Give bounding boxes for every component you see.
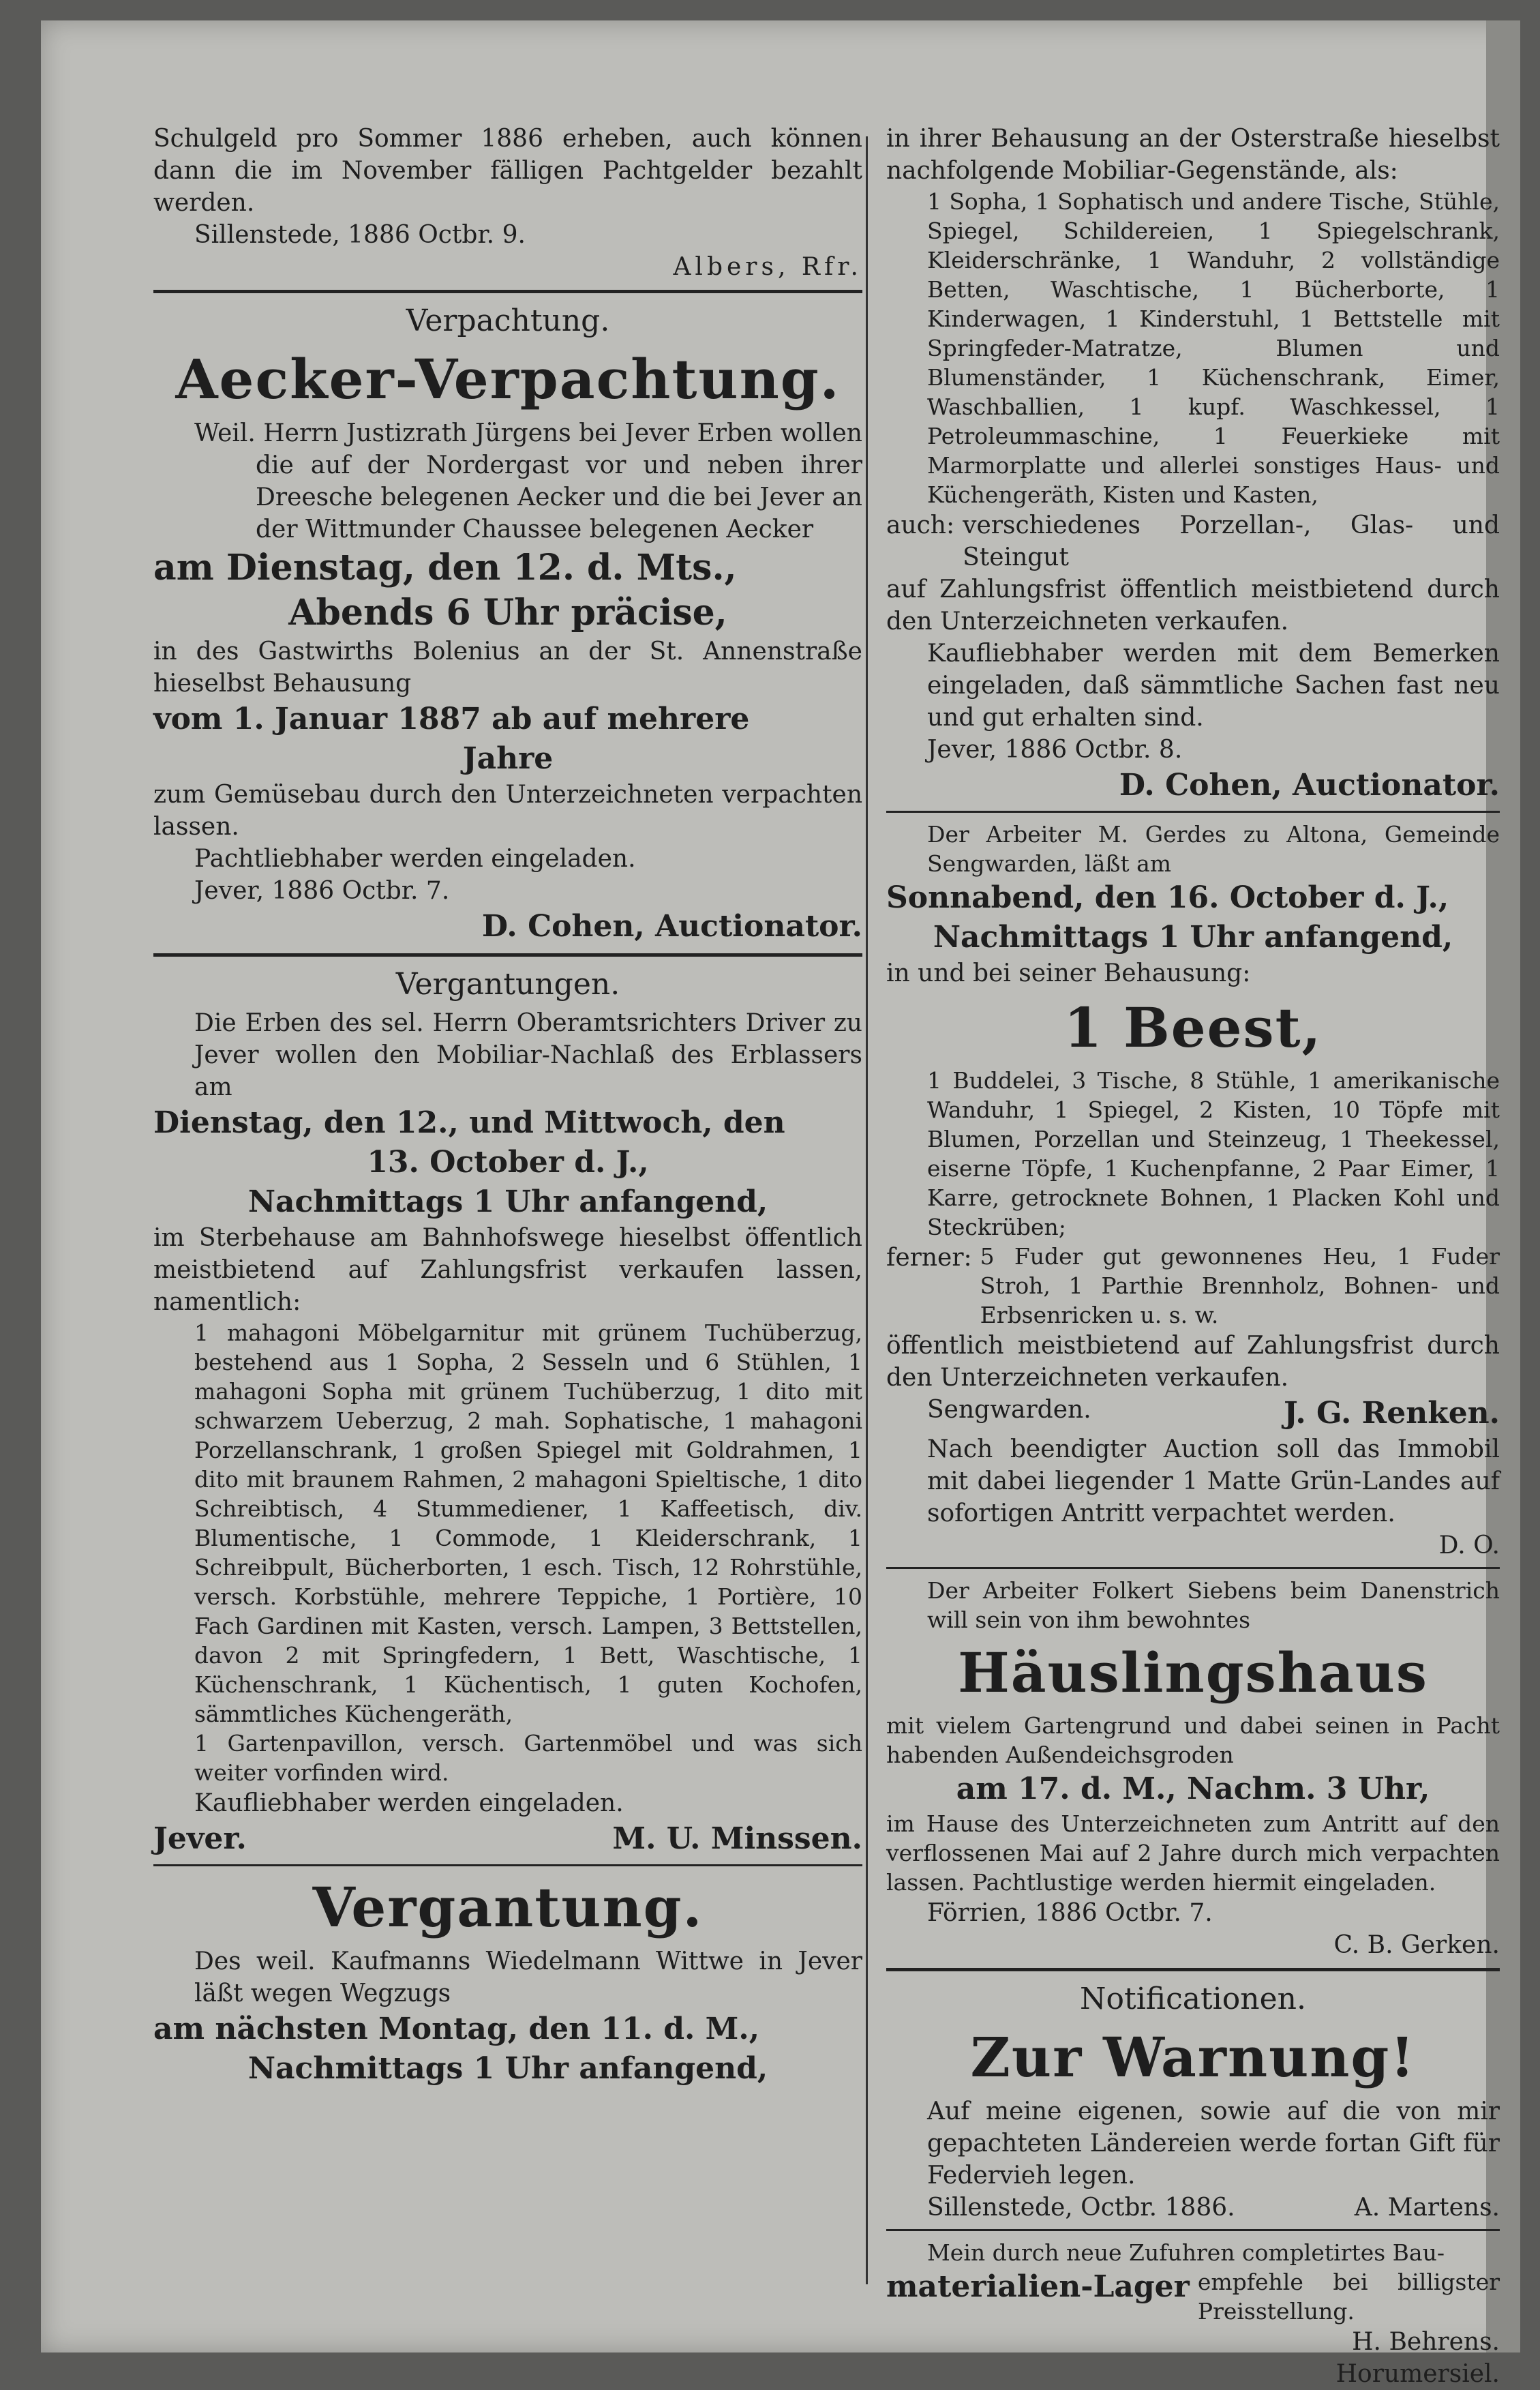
term: Jahre <box>462 741 554 776</box>
paragraph: Die Erben des sel. Herrn Oberamtsrichters Driver zu Jever wollen den Mobiliar-Nachlaß des Erblassers am <box>194 1009 862 1101</box>
place: Jever. <box>153 1821 247 1856</box>
dateline: Jever, 1886 Octbr. 8. <box>927 736 1183 764</box>
ad-title: Häuslingshaus <box>958 1641 1428 1705</box>
paragraph: in ihrer Behausung an der Osterstraße hieselbst nachfolgende Mobiliar-Gegenstände, als: <box>886 125 1500 185</box>
label: ferner: <box>886 1244 972 1272</box>
left-column <box>153 123 862 2089</box>
ad-title: Zur Warnung! <box>970 2025 1416 2089</box>
paragraph: Der Arbeiter Folkert Siebens beim Danenstrich will sein von ihm bewohntes <box>927 1577 1500 1633</box>
paragraph: Weil. Herrn Justizrath Jürgens bei Jever Erben wollen <box>194 419 862 447</box>
signature: D. O. <box>1438 1532 1500 1559</box>
paragraph: Mein durch neue Zufuhren completirtes Bau- <box>927 2239 1445 2266</box>
divider <box>886 2229 1500 2231</box>
event-date: 13. October d. J., <box>367 1145 649 1180</box>
paragraph: auf Zahlungsfrist öffentlich meistbietend durch den Unterzeichneten verkaufen. <box>886 576 1500 636</box>
event-date: Sonnabend, den 16. October d. J., <box>886 880 1449 915</box>
divider <box>886 1567 1500 1569</box>
divider <box>886 811 1500 813</box>
paragraph: Der Arbeiter M. Gerdes zu Altona, Gemeinde Sengwarden, läßt am <box>927 821 1500 877</box>
event-date: Dienstag, den 12., und Mittwoch, den <box>153 1105 785 1140</box>
paragraph: Schulgeld pro Sommer 1886 erheben, auch können dann die im November fälligen Pachtgelder bezahlt werden. <box>153 125 862 217</box>
paragraph: Auf meine eigenen, sowie auf die von mir gepachteten Ländereien werde fortan Gift für Federvieh legen. <box>927 2097 1500 2190</box>
signature: M. U. Minssen. <box>612 1821 862 1856</box>
paragraph: in des Gastwirths Bolenius an der St. Annenstraße hieselbst Behausung <box>153 638 862 698</box>
dateline: Jever, 1886 Octbr. 7. <box>194 877 450 905</box>
item-list: 1 Gartenpavillon, versch. Gartenmöbel und was sich weiter vorfinden wird. <box>194 1730 862 1786</box>
highlight: materialien-Lager <box>886 2269 1190 2304</box>
item-list: 5 Fuder gut gewonnenes Heu, 1 Fuder Stroh, 1 Parthie Brennholz, Bohnen- und Erbsenricken u. s. w. <box>980 1243 1500 1328</box>
paragraph: in und bei seiner Behausung: <box>886 959 1251 987</box>
item-list: 1 Sopha, 1 Sophatisch und andere Tische, Stühle, Spiegel, Schildereien, 1 Spiegelschrank, Kleiderschränke, 1 Wanduhr, 2 vollständige Betten, Waschtische, 1 Bücherborte, 1 Kinderwagen, 1 Kinderstuhl, 1 Bettstelle mit Springfeder-Matratze, Blumen und Blumenständer, 1 Küchenschrank, Eimer, Waschballien, 1 kupf. Waschkessel, 1 Petroleummaschine, 1 Feuerkieke mit Marmorplatte und allerlei sonstiges Haus- und Küchengeräth, Kisten und Kasten, <box>927 188 1500 508</box>
paragraph: Kaufliebhaber werden eingeladen. <box>194 1789 624 1817</box>
item-list: 1 Buddelei, 3 Tische, 8 Stühle, 1 amerikanische Wanduhr, 1 Spiegel, 2 Kisten, 10 Töpfe mit Blumen, Porzellan und Steinzeug, 1 Theekessel, eiserne Töpfe, 1 Kuchenpfanne, 2 Paar Eimer, 1 Karre, getrocknete Bohnen, 1 Placken Kohl und Steckrüben; <box>927 1067 1500 1240</box>
signature: H. Behrens. <box>1352 2328 1500 2356</box>
place: Sengwarden. <box>927 1396 1091 1424</box>
section-heading: Vergantungen. <box>395 967 620 1002</box>
paragraph: öffentlich meistbietend auf Zahlungsfrist durch den Unterzeichneten verkaufen. <box>886 1332 1500 1392</box>
divider <box>153 953 862 957</box>
dateline: Sillenstede, 1886 Octbr. 9. <box>194 221 526 249</box>
dateline: Förrien, 1886 Octbr. 7. <box>927 1899 1213 1927</box>
section-heading: Verpachtung. <box>406 303 610 338</box>
event-time: Nachmittags 1 Uhr anfangend, <box>933 920 1453 955</box>
ad-title: Aecker-Verpachtung. <box>175 347 841 411</box>
signature: J. G. Renken. <box>1283 1396 1500 1431</box>
event-time: Nachmittags 1 Uhr anfangend, <box>247 1184 768 1219</box>
paragraph: Pachtliebhaber werden eingeladen. <box>194 845 636 873</box>
signature: D. Cohen, Auctionator. <box>481 909 862 944</box>
label: auch: <box>886 511 955 539</box>
paragraph: empfehle bei billigster Preisstellung. <box>1197 2269 1500 2325</box>
event-time: Nachmittags 1 Uhr anfangend, <box>247 2051 768 2086</box>
signature: C. B. Gerken. <box>1333 1931 1500 1959</box>
signature: D. Cohen, Auctionator. <box>1119 768 1500 803</box>
term: vom 1. Januar 1887 ab auf mehrere <box>153 702 750 736</box>
paragraph: im Hause des Unterzeichneten zum Antritt auf den verflossenen Mai auf 2 Jahre durch mich verpachten lassen. Pachtlustige werden hiermit eingeladen. <box>886 1810 1500 1896</box>
paragraph: Nach beendigter Auction soll das Immobil mit dabei liegender 1 Matte Grün-Landes auf sofortigen Antritt verpachtet werden. <box>927 1435 1500 1527</box>
paragraph: die auf der Nordergast vor und neben ihrer Dreesche belegenen Aecker und die bei Jever an der Wittmunder Chaussee belegenen Aecker <box>256 451 862 543</box>
item-list: 1 mahagoni Möbelgarnitur mit grünem Tuchüberzug, bestehend aus 1 Sopha, 2 Sesseln und 6 Stühlen, 1 mahagoni Sopha mit grünem Tuchüberzug, 1 dito mit schwarzem Ueberzug, 2 mah. Sophatische, 1 mahagoni Porzellanschrank, 1 großen Spiegel mit Goldrahmen, 1 dito mit braunem Rahmen, 2 mahagoni Spieltische, 1 dito Schreibtisch, 4 Stummediener, 1 Kaffeetisch, div. Blumentische, 1 Commode, 1 Kleiderschrank, 1 Schreibpult, Bücherborten, 1 esch. Tisch, 12 Rohrstühle, versch. Korbstühle, mehrere Teppiche, 1 Portière, 10 Fach Gardinen mit Kasten, versch. Lampen, 3 Bettstellen, davon 2 mit Springfedern, 1 Bett, Waschtische, 1 Küchenschrank, 1 Küchentisch, 1 guten Kochofen, sämmtliches Küchengeräth, <box>194 1319 862 1727</box>
signature: A. Martens. <box>1354 2194 1500 2222</box>
event-date: am 17. d. M., Nachm. 3 Uhr, <box>956 1772 1430 1806</box>
divider <box>153 1864 862 1866</box>
ad-title: 1 Beest, <box>1063 996 1323 1060</box>
paragraph: im Sterbehause am Bahnhofswege hieselbst öffentlich meistbietend auf Zahlungsfrist verkaufen lassen, namentlich: <box>153 1224 862 1316</box>
ad-title: Vergantung. <box>312 1875 704 1939</box>
divider <box>153 290 862 293</box>
divider <box>886 1968 1500 1971</box>
dateline: Sillenstede, Octbr. 1886. <box>927 2194 1235 2222</box>
paragraph: Kaufliebhaber werden mit dem Bemerken eingeladen, daß sämmtliche Sachen fast neu und gut erhalten sind. <box>927 640 1500 732</box>
section-heading: Notificationen. <box>1080 1982 1306 2016</box>
paragraph: zum Gemüsebau durch den Unterzeichneten verpachten lassen. <box>153 781 862 841</box>
right-column <box>886 123 1500 2390</box>
column-divider <box>866 136 868 2284</box>
paragraph: mit vielem Gartengrund und dabei seinen in Pacht habenden Außendeichsgroden <box>886 1712 1500 1768</box>
paragraph: verschiedenes Porzellan-, Glas- und Steingut <box>963 511 1500 571</box>
signature: Albers, Rfr. <box>673 253 862 281</box>
event-date: am nächsten Montag, den 11. d. M., <box>153 2012 760 2046</box>
event-date: am Dienstag, den 12. d. Mts., <box>153 547 737 588</box>
place: Horumersiel. <box>1335 2360 1500 2388</box>
paragraph: Des weil. Kaufmanns Wiedelmann Wittwe in Jever läßt wegen Wegzugs <box>194 1947 862 2007</box>
event-time: Abends 6 Uhr präcise, <box>288 592 727 633</box>
